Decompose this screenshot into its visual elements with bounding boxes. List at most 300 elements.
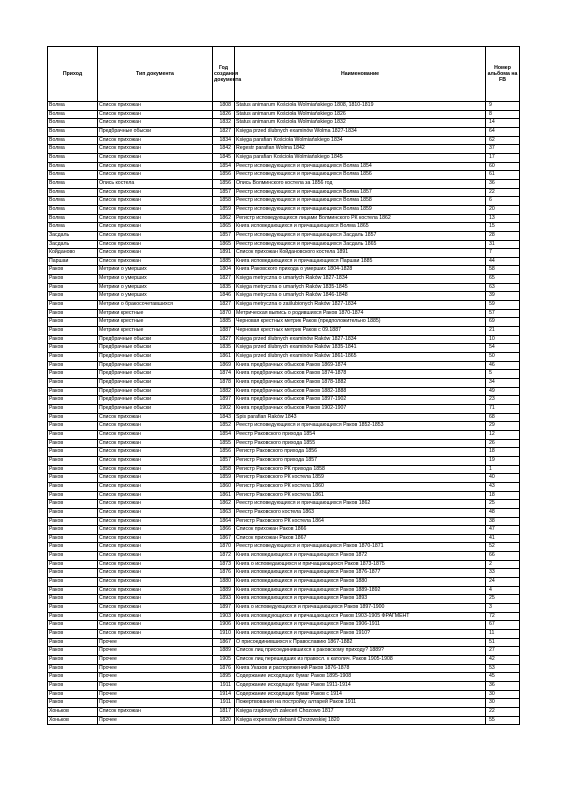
cell-album: 2 — [486, 560, 520, 569]
table-row — [48, 578, 520, 587]
cell-album: 53 — [486, 664, 520, 673]
cell-year: 1832 — [213, 119, 235, 128]
table-row — [48, 456, 520, 465]
cell-album: 12 — [486, 430, 520, 439]
cell-name: Регистр Раковского прихода 1857 — [235, 456, 486, 465]
cell-parish: Засдаль — [48, 231, 98, 240]
cell-name: Реестр Раковского костела 1863 — [235, 508, 486, 517]
cell-name: Список прихожан Раков 1867 — [235, 534, 486, 543]
cell-album: 1 — [486, 465, 520, 474]
cell-album: 54 — [486, 344, 520, 353]
cell-parish: Раков — [48, 612, 98, 621]
table-row — [48, 699, 520, 708]
cell-parish: Койданово — [48, 249, 98, 258]
cell-album: 6 — [486, 197, 520, 206]
cell-name: Księga parafian Kościoła Wolmiańskiego 1845 — [235, 153, 486, 162]
cell-name: Опись Волминского костела за 1856 год — [235, 179, 486, 188]
cell-year: 1857 — [213, 231, 235, 240]
cell-doc-type: Предбрачные обыски — [98, 396, 213, 405]
table-row — [48, 422, 520, 431]
table-row — [48, 387, 520, 396]
cell-parish: Волма — [48, 145, 98, 154]
cell-year: 1876 — [213, 569, 235, 578]
cell-name: Регистр Раковского РК костела 1859 — [235, 474, 486, 483]
cell-year: 1893 — [213, 595, 235, 604]
table-row — [48, 110, 520, 119]
table-row — [48, 482, 520, 491]
cell-year: 1854 — [213, 430, 235, 439]
cell-name: Книга предбрачных обысков Раков 1897-1902 — [235, 396, 486, 405]
cell-parish: Раков — [48, 404, 98, 413]
cell-year: 1878 — [213, 379, 235, 388]
cell-name: Книга исповедающихся и причащающихся Раков 1880 — [235, 578, 486, 587]
cell-name: Status animarum Kościoła Wolmiańskiego 1826 — [235, 110, 486, 119]
cell-album: 71 — [486, 404, 520, 413]
cell-parish: Хоньков — [48, 707, 98, 716]
cell-year: 1902 — [213, 404, 235, 413]
table-row — [48, 162, 520, 171]
cell-doc-type: Список прихожан — [98, 612, 213, 621]
cell-year: 1870 — [213, 543, 235, 552]
cell-doc-type: Предбрачные обыски — [98, 127, 213, 136]
cell-name: Реестр исповедующихся и причащающихся Волма 1859 — [235, 205, 486, 214]
table-row — [48, 119, 520, 128]
cell-year: 1887 — [213, 327, 235, 336]
table-row — [48, 188, 520, 197]
table-row — [48, 430, 520, 439]
cell-album: 39 — [486, 292, 520, 301]
cell-doc-type: Список прихожан — [98, 707, 213, 716]
cell-album: 36 — [486, 681, 520, 690]
cell-name: Книга Раковского прихода о умерших 1804-1828 — [235, 266, 486, 275]
cell-parish: Раков — [48, 439, 98, 448]
cell-album: 9 — [486, 102, 520, 111]
cell-year: 1845 — [213, 153, 235, 162]
cell-name: Księga metryczna o umarłych Raków 1827-1834 — [235, 275, 486, 284]
cell-name: Реестр исповедующихся и причащающихся Волма 1858 — [235, 197, 486, 206]
cell-parish: Волма — [48, 171, 98, 180]
cell-year: 1854 — [213, 162, 235, 171]
cell-year: 1872 — [213, 552, 235, 561]
cell-parish: Раков — [48, 621, 98, 630]
table-row — [48, 664, 520, 673]
cell-name: Книга Указов и распоряжений Раков 1876-1878 — [235, 664, 486, 673]
cell-album: 22 — [486, 707, 520, 716]
cell-doc-type: Опись костела — [98, 179, 213, 188]
cell-parish: Раков — [48, 430, 98, 439]
cell-album: 64 — [486, 127, 520, 136]
cell-parish: Раков — [48, 638, 98, 647]
cell-year: 1885 — [213, 257, 235, 266]
cell-doc-type: Список прихожан — [98, 249, 213, 258]
cell-album: 7 — [486, 249, 520, 258]
cell-name: Содержание исходящих бумаг Раков 1895-1908 — [235, 673, 486, 682]
cell-album: 43 — [486, 482, 520, 491]
cell-name: Реестр исповедующихся и причащающихся Раков 1870-1871 — [235, 543, 486, 552]
cell-album: 28 — [486, 231, 520, 240]
cell-parish: Раков — [48, 353, 98, 362]
table-row — [48, 301, 520, 310]
cell-parish: Раков — [48, 379, 98, 388]
cell-name: Реестр исповедующихся и причащающихся Раков 1862 — [235, 500, 486, 509]
cell-year: 1860 — [213, 482, 235, 491]
table-row — [48, 534, 520, 543]
cell-name: Księga metryczna o umarłych Raków 1846-1848 — [235, 292, 486, 301]
table-row — [48, 275, 520, 284]
cell-year: 1863 — [213, 508, 235, 517]
cell-doc-type: Список прихожан — [98, 586, 213, 595]
cell-name: Список лиц перешедших из правосл. к католич. Раков 1905-1908 — [235, 656, 486, 665]
table-row — [48, 370, 520, 379]
header-parish: Приход — [48, 47, 98, 102]
cell-name: Список прихожан Койдановского костела 1891 — [235, 249, 486, 258]
cell-album: 62 — [486, 136, 520, 145]
cell-name: Księga przed ślubnych examinów Raków 1861-1865 — [235, 353, 486, 362]
cell-doc-type: Список прихожан — [98, 110, 213, 119]
cell-parish: Раков — [48, 335, 98, 344]
cell-album: 52 — [486, 543, 520, 552]
cell-album: 42 — [486, 656, 520, 665]
table-row — [48, 136, 520, 145]
cell-doc-type: Предбрачные обыски — [98, 404, 213, 413]
cell-album: 36 — [486, 179, 520, 188]
cell-parish: Раков — [48, 422, 98, 431]
cell-name: Księga przed ślubnych examinów Raków 1827-1834 — [235, 335, 486, 344]
cell-year: 1889 — [213, 647, 235, 656]
cell-album: 22 — [486, 188, 520, 197]
cell-name: Реестр исповедующихся и причащающихся Засдаль 1865 — [235, 240, 486, 249]
cell-doc-type: Список прихожан — [98, 205, 213, 214]
cell-year: 1857 — [213, 456, 235, 465]
table-row — [48, 171, 520, 180]
cell-year: 1880 — [213, 578, 235, 587]
cell-name: Книга исповедающихся и причащающихся Раков 1889-1892 — [235, 586, 486, 595]
cell-album: 41 — [486, 534, 520, 543]
table-row — [48, 621, 520, 630]
cell-parish: Раков — [48, 673, 98, 682]
cell-name: Księga parafian Kościoła Wolmiańskiego 1834 — [235, 136, 486, 145]
cell-name: Реестр исповедующихся и причащающихся Волма 1856 — [235, 171, 486, 180]
cell-doc-type: Список прихожан — [98, 257, 213, 266]
cell-year: 1867 — [213, 534, 235, 543]
cell-year: 1903 — [213, 612, 235, 621]
cell-album: 65 — [486, 275, 520, 284]
cell-parish: Волма — [48, 102, 98, 111]
cell-year: 1873 — [213, 560, 235, 569]
cell-name: Книга исповедующихся и причащающихся Раков 1903-1905 ФРАГМЕНТ — [235, 612, 486, 621]
cell-doc-type: Список прихожан — [98, 500, 213, 509]
cell-name: Spis parafian Raków 1843 — [235, 413, 486, 422]
cell-parish: Волма — [48, 205, 98, 214]
cell-doc-type: Список прихожан — [98, 491, 213, 500]
cell-doc-type: Список прихожан — [98, 145, 213, 154]
cell-album: 3 — [486, 604, 520, 613]
table-row — [48, 283, 520, 292]
table-row — [48, 552, 520, 561]
cell-album: 47 — [486, 526, 520, 535]
cell-name: Книга предбрачных обысков Раков 1882-1888 — [235, 387, 486, 396]
cell-doc-type: Метрики крестные — [98, 309, 213, 318]
cell-parish: Раков — [48, 275, 98, 284]
cell-doc-type: Список прихожан — [98, 465, 213, 474]
cell-parish: Раков — [48, 327, 98, 336]
cell-album: 27 — [486, 647, 520, 656]
cell-doc-type: Метрики о умерших — [98, 266, 213, 275]
cell-name: Книга предбрачных обысков Раков 1874-1878 — [235, 370, 486, 379]
cell-year: 1862 — [213, 214, 235, 223]
table-row — [48, 673, 520, 682]
cell-year: 1897 — [213, 604, 235, 613]
cell-year: 1827 — [213, 301, 235, 310]
table-row — [48, 404, 520, 413]
cell-parish: Раков — [48, 543, 98, 552]
cell-doc-type: Прочее — [98, 690, 213, 699]
cell-parish: Раков — [48, 456, 98, 465]
cell-album: 44 — [486, 257, 520, 266]
table-row — [48, 318, 520, 327]
table-row — [48, 223, 520, 232]
cell-doc-type: Список прихожан — [98, 595, 213, 604]
cell-album: 13 — [486, 214, 520, 223]
cell-doc-type: Метрики о умерших — [98, 283, 213, 292]
cell-album: 20 — [486, 205, 520, 214]
cell-parish: Раков — [48, 387, 98, 396]
cell-parish: Раков — [48, 396, 98, 405]
table-row — [48, 508, 520, 517]
cell-doc-type: Метрики о бракосочетавшихся — [98, 301, 213, 310]
cell-name: Пожертвования на постройку алтарей Раков 1911 — [235, 699, 486, 708]
cell-year: 1858 — [213, 465, 235, 474]
cell-parish: Раков — [48, 560, 98, 569]
cell-album: 25 — [486, 595, 520, 604]
cell-parish: Раков — [48, 656, 98, 665]
cell-album: 23 — [486, 396, 520, 405]
cell-doc-type: Список прихожан — [98, 171, 213, 180]
table-row — [48, 630, 520, 639]
cell-name: Книга о исповедающихся и причащающихся Раков 1873-1875 — [235, 560, 486, 569]
cell-parish: Раков — [48, 413, 98, 422]
cell-album: 26 — [486, 439, 520, 448]
cell-parish: Волма — [48, 110, 98, 119]
cell-doc-type: Прочее — [98, 664, 213, 673]
cell-name: Книга предбрачных обысков Раков 1878-1882 — [235, 379, 486, 388]
documents-table — [47, 46, 520, 725]
cell-album: 24 — [486, 578, 520, 587]
cell-parish: Волма — [48, 214, 98, 223]
cell-year: 1876 — [213, 664, 235, 673]
cell-album: 19 — [486, 456, 520, 465]
cell-year: 1859 — [213, 205, 235, 214]
cell-year: 1820 — [213, 716, 235, 725]
cell-album: 49 — [486, 387, 520, 396]
cell-year: 1885 — [213, 318, 235, 327]
cell-year: 1869 — [213, 361, 235, 370]
cell-year: 1911 — [213, 699, 235, 708]
cell-album: 14 — [486, 119, 520, 128]
cell-doc-type: Список прихожан — [98, 119, 213, 128]
cell-doc-type: Список прихожан — [98, 560, 213, 569]
cell-parish: Волма — [48, 179, 98, 188]
table-body — [48, 102, 520, 725]
cell-album: 59 — [486, 301, 520, 310]
cell-doc-type: Список прихожан — [98, 604, 213, 613]
cell-album: 45 — [486, 673, 520, 682]
table-row — [48, 517, 520, 526]
table-row — [48, 249, 520, 258]
cell-parish: Паршаи — [48, 257, 98, 266]
cell-album: 55 — [486, 716, 520, 725]
cell-parish: Хоньков — [48, 716, 98, 725]
cell-year: 1856 — [213, 171, 235, 180]
table-row — [48, 716, 520, 725]
cell-year: 1865 — [213, 240, 235, 249]
table-row — [48, 396, 520, 405]
cell-doc-type: Список прихожан — [98, 578, 213, 587]
cell-parish: Раков — [48, 266, 98, 275]
cell-album: 18 — [486, 491, 520, 500]
cell-doc-type: Список прихожан — [98, 430, 213, 439]
table-row — [48, 413, 520, 422]
cell-name: Книга исповедающихся и причащающихся Раков 1910? — [235, 630, 486, 639]
table-header — [48, 47, 520, 102]
table-row — [48, 604, 520, 613]
table-row — [48, 612, 520, 621]
cell-doc-type: Список прихожан — [98, 621, 213, 630]
cell-parish: Раков — [48, 690, 98, 699]
cell-name: Status animarum Kościoła Wolmiańskiego 1832 — [235, 119, 486, 128]
cell-doc-type: Предбрачные обыски — [98, 387, 213, 396]
cell-parish: Волма — [48, 197, 98, 206]
cell-year: 1911 — [213, 681, 235, 690]
cell-doc-type: Предбрачные обыски — [98, 361, 213, 370]
cell-album: 10 — [486, 335, 520, 344]
cell-doc-type: Список прихожан — [98, 231, 213, 240]
cell-year: 1846 — [213, 292, 235, 301]
cell-album: 72 — [486, 612, 520, 621]
cell-doc-type: Список прихожан — [98, 569, 213, 578]
table-row — [48, 127, 520, 136]
cell-album: 25 — [486, 500, 520, 509]
table-row — [48, 379, 520, 388]
cell-name: Регистр исповедующихся лицами Волминского РК костела 1862 — [235, 214, 486, 223]
cell-year: 1895 — [213, 673, 235, 682]
table-row — [48, 335, 520, 344]
cell-doc-type: Метрики о умерших — [98, 292, 213, 301]
cell-year: 1862 — [213, 500, 235, 509]
cell-doc-type: Предбрачные обыски — [98, 353, 213, 362]
cell-album: 4 — [486, 586, 520, 595]
cell-name: Регистр Раковского РК костела 1860 — [235, 482, 486, 491]
cell-name: Реестр Раковского прихода 1854 — [235, 430, 486, 439]
cell-parish: Раков — [48, 569, 98, 578]
table-row — [48, 569, 520, 578]
cell-doc-type: Предбрачные обыски — [98, 370, 213, 379]
cell-album: 57 — [486, 309, 520, 318]
table-row — [48, 448, 520, 457]
cell-name: Регистр Раковского прихода 1856 — [235, 448, 486, 457]
cell-parish: Волма — [48, 162, 98, 171]
cell-album: 38 — [486, 517, 520, 526]
table-row — [48, 179, 520, 188]
table-row — [48, 197, 520, 206]
cell-name: Реестр исповедующихся и причащающихся Волма 1854 — [235, 162, 486, 171]
cell-doc-type: Метрики о умерших — [98, 275, 213, 284]
cell-year: 1817 — [213, 707, 235, 716]
cell-year: 1861 — [213, 491, 235, 500]
cell-name: Księga przed ślubnych examinów Raków 1835-1841 — [235, 344, 486, 353]
cell-year: 1808 — [213, 102, 235, 111]
cell-parish: Раков — [48, 534, 98, 543]
cell-parish: Раков — [48, 361, 98, 370]
cell-year: 1870 — [213, 309, 235, 318]
cell-doc-type: Список прихожан — [98, 214, 213, 223]
cell-year: 1859 — [213, 474, 235, 483]
table-row — [48, 474, 520, 483]
header-album: Номер альбома на FB — [486, 47, 520, 102]
cell-doc-type: Список прихожан — [98, 439, 213, 448]
cell-year: 1864 — [213, 517, 235, 526]
cell-parish: Раков — [48, 586, 98, 595]
cell-name: Status animarum Kościoła Wolmiańskiego 1808, 1810-1819 — [235, 102, 486, 111]
cell-name: Регистр Раковского РК прихода 1858 — [235, 465, 486, 474]
cell-name: Содержание исходящих бумаг Раков с 1914 — [235, 690, 486, 699]
table-row — [48, 361, 520, 370]
cell-album: 31 — [486, 240, 520, 249]
cell-name: Реестр исповедующихся и причащающихся Раков 1852-1853 — [235, 422, 486, 431]
cell-doc-type: Список прихожан — [98, 413, 213, 422]
cell-parish: Раков — [48, 595, 98, 604]
cell-name: Содержание исходящих бумаг Раков 1911-1914 — [235, 681, 486, 690]
table-row — [48, 707, 520, 716]
cell-doc-type: Список прихожан — [98, 526, 213, 535]
cell-album: 63 — [486, 283, 520, 292]
cell-parish: Раков — [48, 482, 98, 491]
cell-year: 1856 — [213, 179, 235, 188]
cell-parish: Волма — [48, 153, 98, 162]
cell-name: Księga metryczna o zaślubionych Raków 1827-1834 — [235, 301, 486, 310]
cell-year: 1889 — [213, 586, 235, 595]
table-row — [48, 327, 520, 336]
cell-year: 1865 — [213, 223, 235, 232]
cell-doc-type: Список прихожан — [98, 136, 213, 145]
table-row — [48, 344, 520, 353]
cell-album: 46 — [486, 361, 520, 370]
header-doc-type: Тип документа — [98, 47, 213, 102]
cell-album: 34 — [486, 379, 520, 388]
cell-doc-type: Предбрачные обыски — [98, 344, 213, 353]
cell-year: 1856 — [213, 448, 235, 457]
table-row — [48, 586, 520, 595]
cell-parish: Волма — [48, 188, 98, 197]
table-row — [48, 309, 520, 318]
cell-year: 1835 — [213, 283, 235, 292]
cell-parish: Волма — [48, 136, 98, 145]
table-row — [48, 153, 520, 162]
table-row — [48, 526, 520, 535]
cell-album: 8 — [486, 110, 520, 119]
cell-doc-type: Список прихожан — [98, 630, 213, 639]
cell-album: 66 — [486, 552, 520, 561]
cell-parish: Раков — [48, 309, 98, 318]
cell-album: 33 — [486, 569, 520, 578]
cell-album: 30 — [486, 690, 520, 699]
cell-name: Księga expensów plebanii Chozowskiej 1820 — [235, 716, 486, 725]
cell-name: Реестр исповедующихся и причащающихся Засдаль 1857 — [235, 231, 486, 240]
cell-doc-type: Список прихожан — [98, 543, 213, 552]
cell-doc-type: Метрики крестные — [98, 327, 213, 336]
cell-album: 5 — [486, 370, 520, 379]
cell-doc-type: Предбрачные обыски — [98, 379, 213, 388]
